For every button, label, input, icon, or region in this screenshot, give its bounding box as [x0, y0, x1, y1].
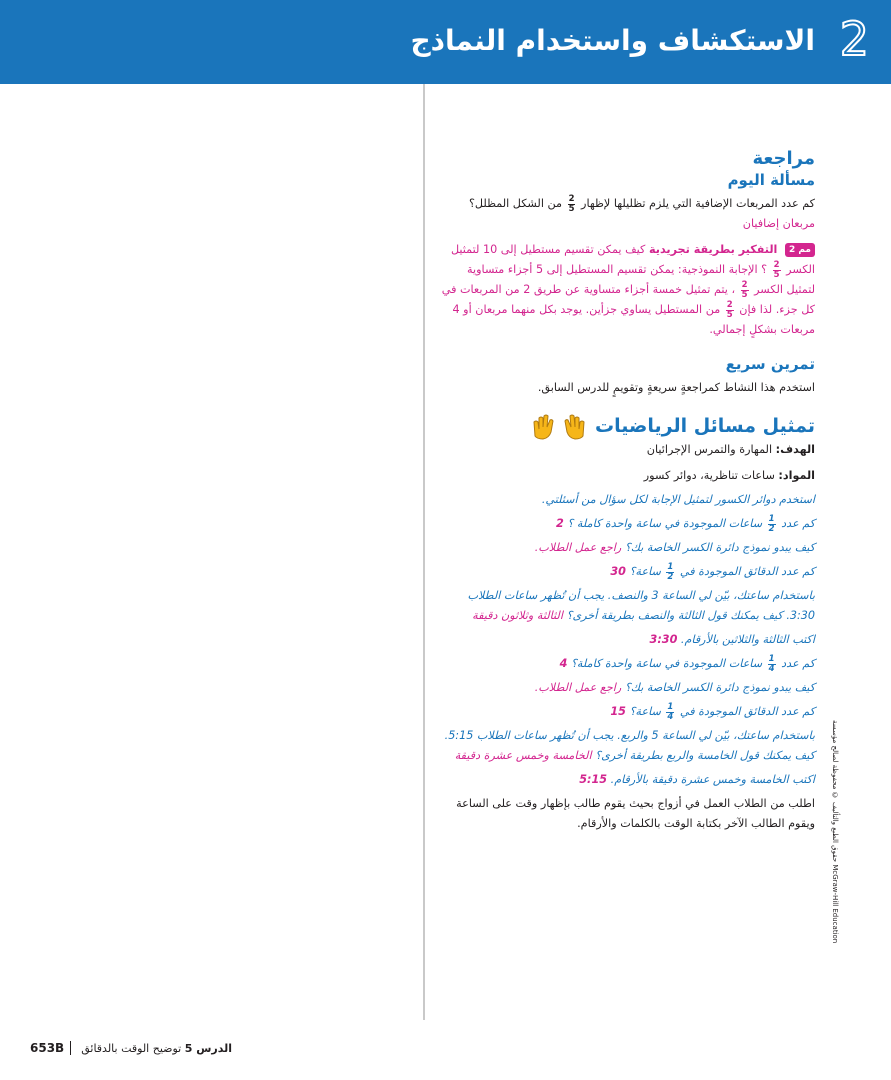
reasoning-paragraph: مم 2 التفكير بطريقة تجريدية كيف يمكن تقسيم مستطيل إلى 10 لتمثيل الكسر $\frac{2}{5}$ ؟ الإجابة النموذجية: يمكن تقسيم المستطيل إلى 5 أجزاء متساوية لتمثيل الكسر $\frac{2}{5}$ ، يتم تمثيل خمسة أجزاء متساوية عن طريق 2 من المربعات في كل جزء. لذا فإن $\frac{2}{5}$ من المستطيل يساوي جزأين. يوجد بكل منهما مربعان أو 4 مربعات بشكلٍ إجمالي.: [441, 243, 815, 336]
page-number: 653B: [30, 1041, 71, 1055]
reasoning-label: التفكير بطريقة تجريدية: [648, 243, 778, 256]
practice-badge: مم 2: [785, 243, 815, 257]
question-5: اكتب الثالثة والثلاثين بالأرقام. 3:30: [649, 633, 815, 646]
review-section: [440, 148, 815, 340]
review-heading: مراجعة: [752, 148, 815, 169]
lesson-reference: الدرس 5 توضيح الوقت بالدقائق: [81, 1041, 232, 1055]
closing-instruction: اطلب من الطلاب العمل في أزواج بحيث يقوم طالب بإظهار وقت على الساعة ويقوم الطالب الآخر بكتابة الوقت بالكلمات والأرقام.: [456, 797, 815, 830]
model-intro: استخدم دوائر الكسور لتمثيل الإجابة لكل سؤال من أسئلتي.: [541, 493, 815, 506]
fraction: $\frac{2}{5}$: [568, 193, 575, 214]
question-2: كيف يبدو نموذج دائرة الكسر الخاصة بك؟ راجع عمل الطلاب.: [534, 541, 815, 554]
column-divider: [423, 84, 425, 1020]
question-8: كم عدد الدقائق الموجودة في $\frac{1}{4}$ ساعة؟ 15: [610, 701, 815, 722]
quick-practice-section: [440, 354, 815, 398]
model-section: [440, 412, 815, 834]
question-9: باستخدام ساعتك، بيّن لي الساعة 5 والربع. يجب أن تُظهر ساعات الطلاب 5:15. كيف يمكنك قول الخامسة والربع بطريقة أخرى؟ الخامسة وخمس عشرة دقيقة: [444, 729, 815, 762]
materials-line: المواد: ساعات تناظرية، دوائر كسور: [643, 469, 815, 482]
right-column: [440, 148, 815, 834]
page-header: [0, 0, 891, 84]
problem-heading: مسألة اليوم: [727, 171, 815, 189]
problem-answer: مربعان إضافيان: [742, 217, 815, 230]
copyright-note: حقوق الطبع والتأليف © محفوظة لصالح مؤسسة McGraw-Hill Education: [831, 720, 839, 944]
model-title: تمثيل مسائل الرياضيات: [440, 412, 815, 440]
question-1: كم عدد $\frac{1}{2}$ ساعات الموجودة في ساعة واحدة كاملة ؟ 2: [556, 513, 815, 534]
page-footer: [30, 1038, 430, 1058]
goal-line: الهدف: المهارة والتمرس الإجرائيان: [646, 443, 815, 456]
chapter-number: 2: [839, 12, 869, 66]
quick-heading: تمرين سريع: [725, 355, 815, 373]
question-3: كم عدد الدقائق الموجودة في $\frac{1}{2}$ ساعة؟ 30: [610, 561, 815, 582]
hands-icon: [531, 412, 587, 440]
question-6: كم عدد $\frac{1}{4}$ ساعات الموجودة في ساعة واحدة كاملة؟ 4: [559, 653, 815, 674]
chapter-title: الاستكشاف واستخدام النماذج: [410, 24, 815, 57]
question-7: كيف يبدو نموذج دائرة الكسر الخاصة بك؟ راجع عمل الطلاب.: [534, 681, 815, 694]
question-4: باستخدام ساعتك، بيّن لي الساعة 3 والنصف. يجب أن تُظهر ساعات الطلاب 3:30. كيف يمكنك قول الثالثة والنصف بطريقة أخرى؟ الثالثة وثلاثون دقيقة: [467, 589, 815, 622]
problem-text: كم عدد المربعات الإضافية التي يلزم تظليلها لإظهار $\frac{2}{5}$ من الشكل المظلل؟ مربعان إضافيان: [468, 193, 815, 230]
quick-text: استخدم هذا النشاط كمراجعةٍ سريعةٍ وتقويمٍ للدرس السابق.: [537, 381, 815, 394]
question-10: اكتب الخامسة وخمس عشرة دقيقة بالأرقام. 5:15: [579, 773, 815, 786]
